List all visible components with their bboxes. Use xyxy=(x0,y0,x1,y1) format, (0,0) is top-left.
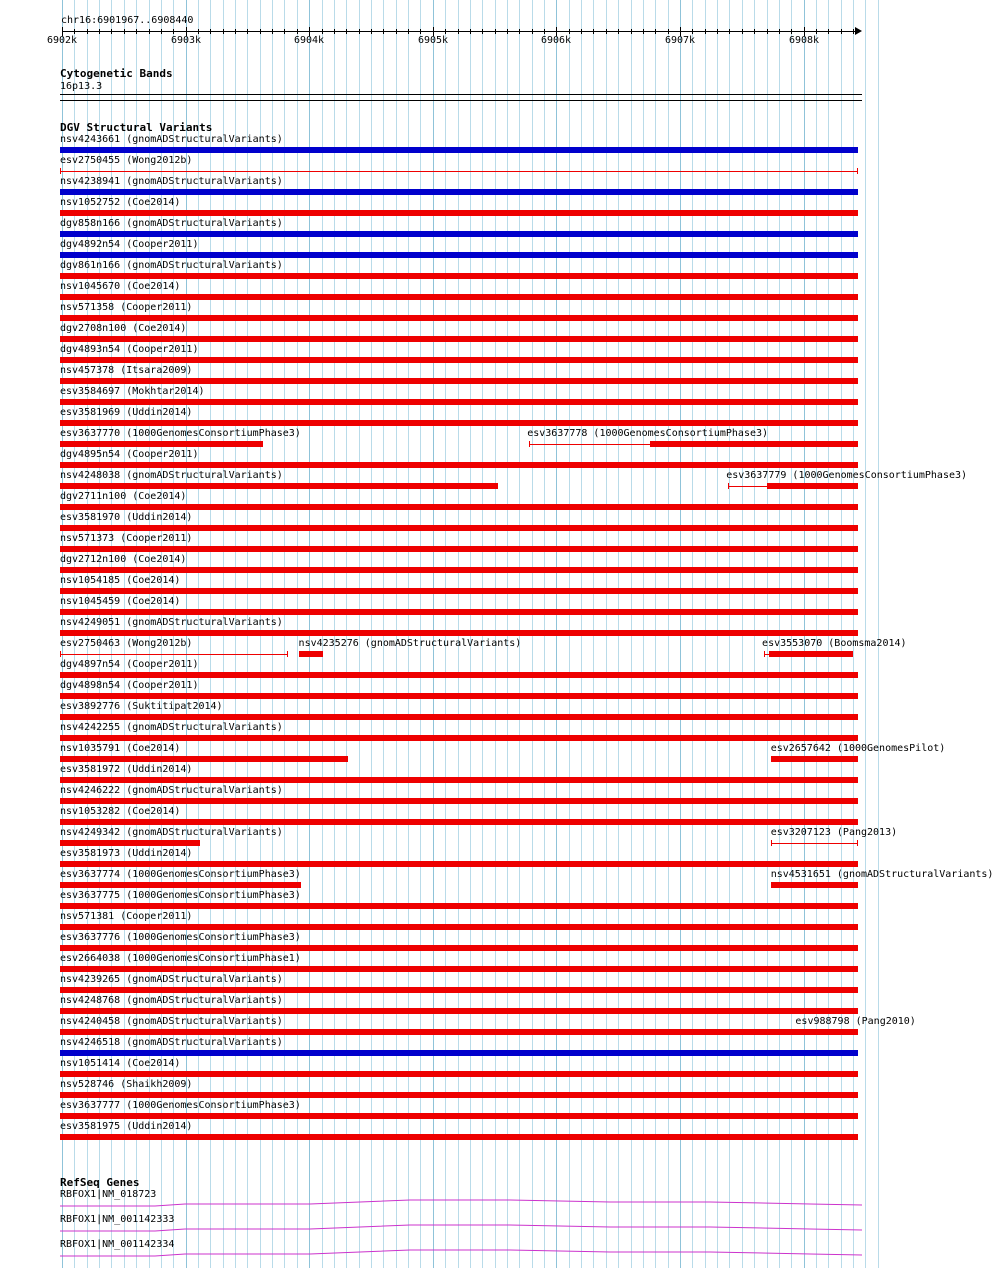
gene-intron-line[interactable] xyxy=(60,1250,862,1256)
cytoband-label[interactable]: 16p13.3 xyxy=(60,81,103,92)
sv-feature-label[interactable]: nsv1052752 (Coe2014) xyxy=(60,197,181,208)
sv-feature-label[interactable]: esv3581973 (Uddin2014) xyxy=(60,848,193,859)
sv-feature-label[interactable]: nsv1053282 (Coe2014) xyxy=(60,806,181,817)
sv-feature-label[interactable]: dgv2712n100 (Coe2014) xyxy=(60,554,187,565)
sv-feature-label[interactable]: nsv4243661 (gnomADStructuralVariants) xyxy=(60,134,283,145)
sv-feature-label[interactable]: nsv4239265 (gnomADStructuralVariants) xyxy=(60,974,283,985)
location-label: chr16:6901967..6908440 xyxy=(61,15,194,26)
sv-feature-label[interactable]: nsv4235276 (gnomADStructuralVariants) xyxy=(298,638,522,649)
sv-feature-label[interactable]: esv2657642 (1000GenomesPilot) xyxy=(770,743,946,754)
gene-label[interactable]: RBFOX1|NM_001142333 xyxy=(60,1214,175,1225)
sv-feature-label[interactable]: nsv1035791 (Coe2014) xyxy=(60,743,181,754)
sv-feature-label[interactable]: esv3581969 (Uddin2014) xyxy=(60,407,193,418)
sv-feature-label[interactable]: esv2750455 (Wong2012b) xyxy=(60,155,193,166)
sv-feature-label[interactable]: esv3637777 (1000GenomesConsortiumPhase3) xyxy=(60,1100,301,1111)
sv-feature-label[interactable]: nsv4531651 (gnomADStructuralVariants) xyxy=(770,869,993,880)
sv-feature-label[interactable]: esv3584697 (Mokhtar2014) xyxy=(60,386,205,397)
gene-label[interactable]: RBFOX1|NM_018723 xyxy=(60,1189,157,1200)
sv-feature-label[interactable]: nsv571373 (Cooper2011) xyxy=(60,533,193,544)
sv-feature-label[interactable]: dgv4897n54 (Cooper2011) xyxy=(60,659,199,670)
sv-feature-label[interactable]: esv3637779 (1000GenomesConsortiumPhase3) xyxy=(726,470,968,481)
gene-intron-line[interactable] xyxy=(60,1200,862,1206)
gene-label[interactable]: RBFOX1|NM_001142334 xyxy=(60,1239,175,1250)
sv-feature-label[interactable]: nsv571381 (Cooper2011) xyxy=(60,911,193,922)
sv-feature-label[interactable]: dgv858n166 (gnomADStructuralVariants) xyxy=(60,218,283,229)
ruler-tick-label: 6905k xyxy=(417,35,449,46)
sv-feature-label[interactable]: nsv1045670 (Coe2014) xyxy=(60,281,181,292)
sv-feature-label[interactable]: nsv4249342 (gnomADStructuralVariants) xyxy=(60,827,283,838)
sv-feature-label[interactable]: esv3637776 (1000GenomesConsortiumPhase3) xyxy=(60,932,301,943)
sv-feature-label[interactable]: esv3581972 (Uddin2014) xyxy=(60,764,193,775)
sv-feature-label[interactable]: dgv4892n54 (Cooper2011) xyxy=(60,239,199,250)
ruler-tick-label: 6907k xyxy=(664,35,696,46)
sv-feature-label[interactable]: nsv4246222 (gnomADStructuralVariants) xyxy=(60,785,283,796)
ruler-tick-label: 6904k xyxy=(293,35,325,46)
cytoband-track-title: Cytogenetic Bands xyxy=(60,67,173,80)
sv-feature-label[interactable]: nsv4248768 (gnomADStructuralVariants) xyxy=(60,995,283,1006)
sv-feature-label[interactable]: esv3637774 (1000GenomesConsortiumPhase3) xyxy=(60,869,301,880)
sv-feature-label[interactable]: nsv528746 (Shaikh2009) xyxy=(60,1079,193,1090)
sv-feature-label[interactable]: dgv4898n54 (Cooper2011) xyxy=(60,680,199,691)
sv-feature-label[interactable]: esv3637778 (1000GenomesConsortiumPhase3) xyxy=(527,428,769,439)
sv-feature-label[interactable]: dgv2711n100 (Coe2014) xyxy=(60,491,187,502)
sv-feature-label[interactable]: esv3207123 (Pang2013) xyxy=(770,827,898,838)
sv-feature-label[interactable]: nsv1054185 (Coe2014) xyxy=(60,575,181,586)
ruler-tick-label: 6908k xyxy=(788,35,820,46)
sv-feature-label[interactable]: esv2750463 (Wong2012b) xyxy=(60,638,193,649)
sv-feature-label[interactable]: nsv457378 (Itsara2009) xyxy=(60,365,193,376)
sv-feature-label[interactable]: esv3553070 (Boomsma2014) xyxy=(762,638,907,649)
sv-feature-label[interactable]: esv988798 (Pang2010) xyxy=(795,1016,916,1027)
sv-feature-label[interactable]: esv2664038 (1000GenomesConsortiumPhase1) xyxy=(60,953,301,964)
sv-feature-label[interactable]: esv3581970 (Uddin2014) xyxy=(60,512,193,523)
sv-feature-label[interactable]: nsv4246518 (gnomADStructuralVariants) xyxy=(60,1037,283,1048)
sv-feature-label[interactable]: dgv4893n54 (Cooper2011) xyxy=(60,344,199,355)
ruler-tick-label: 6902k xyxy=(46,35,78,46)
sv-feature-label[interactable]: dgv2708n100 (Coe2014) xyxy=(60,323,187,334)
ruler-tick-label: 6906k xyxy=(540,35,572,46)
sv-feature-label[interactable]: nsv571358 (Cooper2011) xyxy=(60,302,193,313)
gene-intron-line[interactable] xyxy=(60,1225,862,1231)
dgv-track-title: DGV Structural Variants xyxy=(60,121,213,134)
sv-feature-label[interactable]: nsv1051414 (Coe2014) xyxy=(60,1058,181,1069)
sv-feature-label[interactable]: dgv4895n54 (Cooper2011) xyxy=(60,449,199,460)
sv-feature-label[interactable]: nsv4242255 (gnomADStructuralVariants) xyxy=(60,722,283,733)
sv-feature-label[interactable]: nsv1045459 (Coe2014) xyxy=(60,596,181,607)
sv-feature-label[interactable]: esv3581975 (Uddin2014) xyxy=(60,1121,193,1132)
ruler-tick-label: 6903k xyxy=(170,35,202,46)
sv-feature-label[interactable]: nsv4249051 (gnomADStructuralVariants) xyxy=(60,617,283,628)
sv-feature-label[interactable]: nsv4238941 (gnomADStructuralVariants) xyxy=(60,176,283,187)
refseq-track-title: RefSeq Genes xyxy=(60,1176,140,1189)
sv-feature-label[interactable]: esv3892776 (Suktitipat2014) xyxy=(60,701,223,712)
sv-feature-label[interactable]: dgv861n166 (gnomADStructuralVariants) xyxy=(60,260,283,271)
sv-feature-label[interactable]: esv3637770 (1000GenomesConsortiumPhase3) xyxy=(60,428,301,439)
sv-feature-label[interactable]: esv3637775 (1000GenomesConsortiumPhase3) xyxy=(60,890,301,901)
sv-feature-label[interactable]: nsv4240458 (gnomADStructuralVariants) xyxy=(60,1016,283,1027)
sv-feature-label[interactable]: nsv4248038 (gnomADStructuralVariants) xyxy=(60,470,283,481)
